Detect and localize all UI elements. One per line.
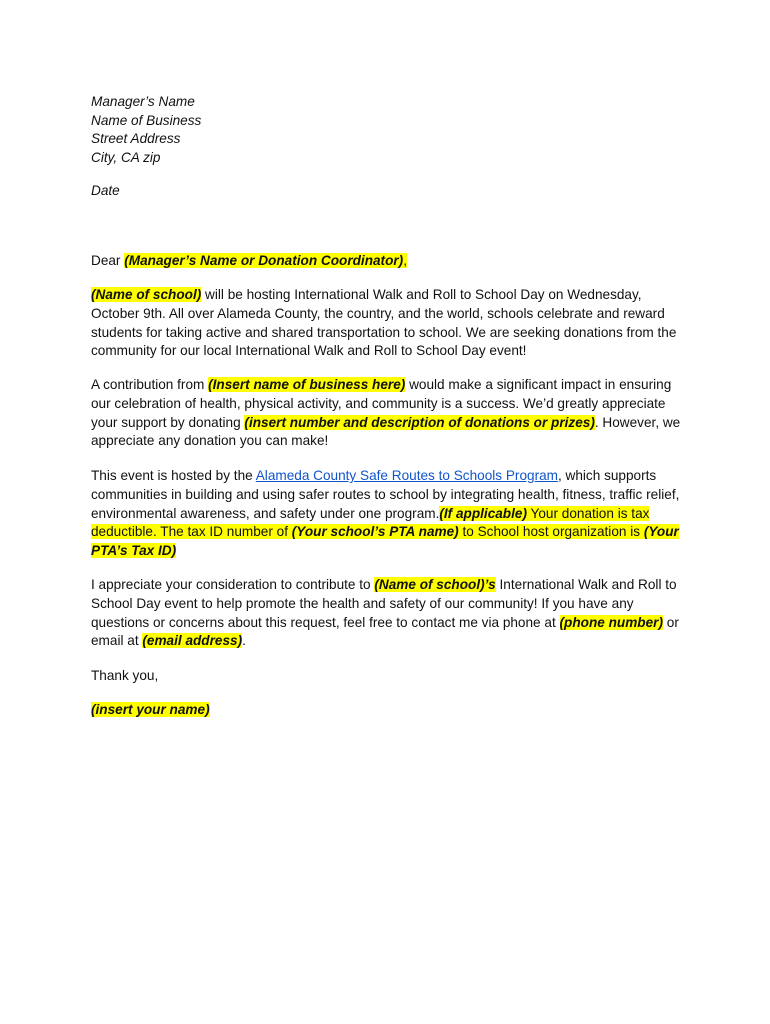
paragraph-3	[91, 467, 687, 561]
business-name-line: Name of Business	[91, 112, 202, 128]
donation-description-placeholder: (insert number and description of donations or prizes)	[244, 414, 595, 430]
pta-name-placeholder: (Your school’s PTA name)	[291, 524, 459, 540]
p2-text-2: would make a significant impact in ensuring our celebration of health, physical activity, and community is a success. We’d greatly appreciate your support by donating	[91, 377, 672, 430]
manager-name-line: Manager’s Name	[91, 94, 195, 109]
salutation	[91, 252, 687, 271]
if-applicable-placeholder: (If applicable)	[439, 505, 527, 521]
salutation-placeholder: (Manager’s Name or Donation Coordinator)	[124, 253, 404, 268]
signature-line	[91, 701, 687, 720]
date-line: Date	[91, 183, 120, 198]
city-line: City, CA zip	[91, 149, 161, 165]
paragraph-4	[91, 576, 687, 651]
p3-text-1: This event is hosted by the	[91, 468, 256, 483]
paragraph-1	[91, 286, 687, 361]
street-address-line: Street Address	[91, 131, 181, 146]
p3-text-3: Your donation is tax deductible. The tax ID number of	[91, 505, 650, 540]
school-name-possessive-placeholder: (Name of school)’s	[374, 577, 496, 592]
business-name-placeholder: (Insert name of business here)	[208, 377, 406, 392]
email-address-placeholder: (email address)	[142, 633, 243, 649]
closing: Thank you,	[91, 668, 159, 683]
salutation-comma: ,	[403, 253, 407, 268]
p4-text-4: .	[242, 633, 246, 649]
safe-routes-program-link[interactable]: Alameda County Safe Routes to Schools Program	[255, 468, 558, 483]
phone-number-placeholder: (phone number)	[559, 614, 663, 630]
signature-placeholder: (insert your name)	[91, 702, 210, 717]
p3-text-2: , which supports communities in building and using safer routes to school by integrating health, fitness, traffic relief, environmental awareness, and safety under one program.	[91, 468, 680, 521]
p4-text-3: or email at	[91, 614, 679, 649]
p2-text-3: . However, we appreciate any donation you can make!	[91, 414, 681, 449]
p4-text-2: International Walk and Roll to School Day event to help promote the health and safety of our community! If you have any questions or concerns about this request, feel free to contact me via phone at	[91, 577, 677, 630]
p3-text-4: to School host organization is	[458, 524, 644, 540]
p2-text-1: A contribution from	[91, 377, 209, 392]
paragraph-2	[91, 376, 687, 451]
recipient-address	[91, 93, 201, 167]
pta-tax-id-placeholder: (Your PTA’s Tax ID)	[91, 524, 679, 559]
p4-text-1: I appreciate your consideration to contribute to	[91, 577, 375, 592]
paragraph-1-text: will be hosting International Walk and Roll to School Day on Wednesday, October 9th. All over Alameda County, the country, and the world, schools celebrate and reward students for taking active and shared transportation to school. We are seeking donations from the community for our local International Walk and Roll to School Day event!	[91, 287, 677, 359]
school-name-placeholder: (Name of school)	[91, 287, 202, 302]
salutation-dear: Dear	[91, 253, 125, 268]
